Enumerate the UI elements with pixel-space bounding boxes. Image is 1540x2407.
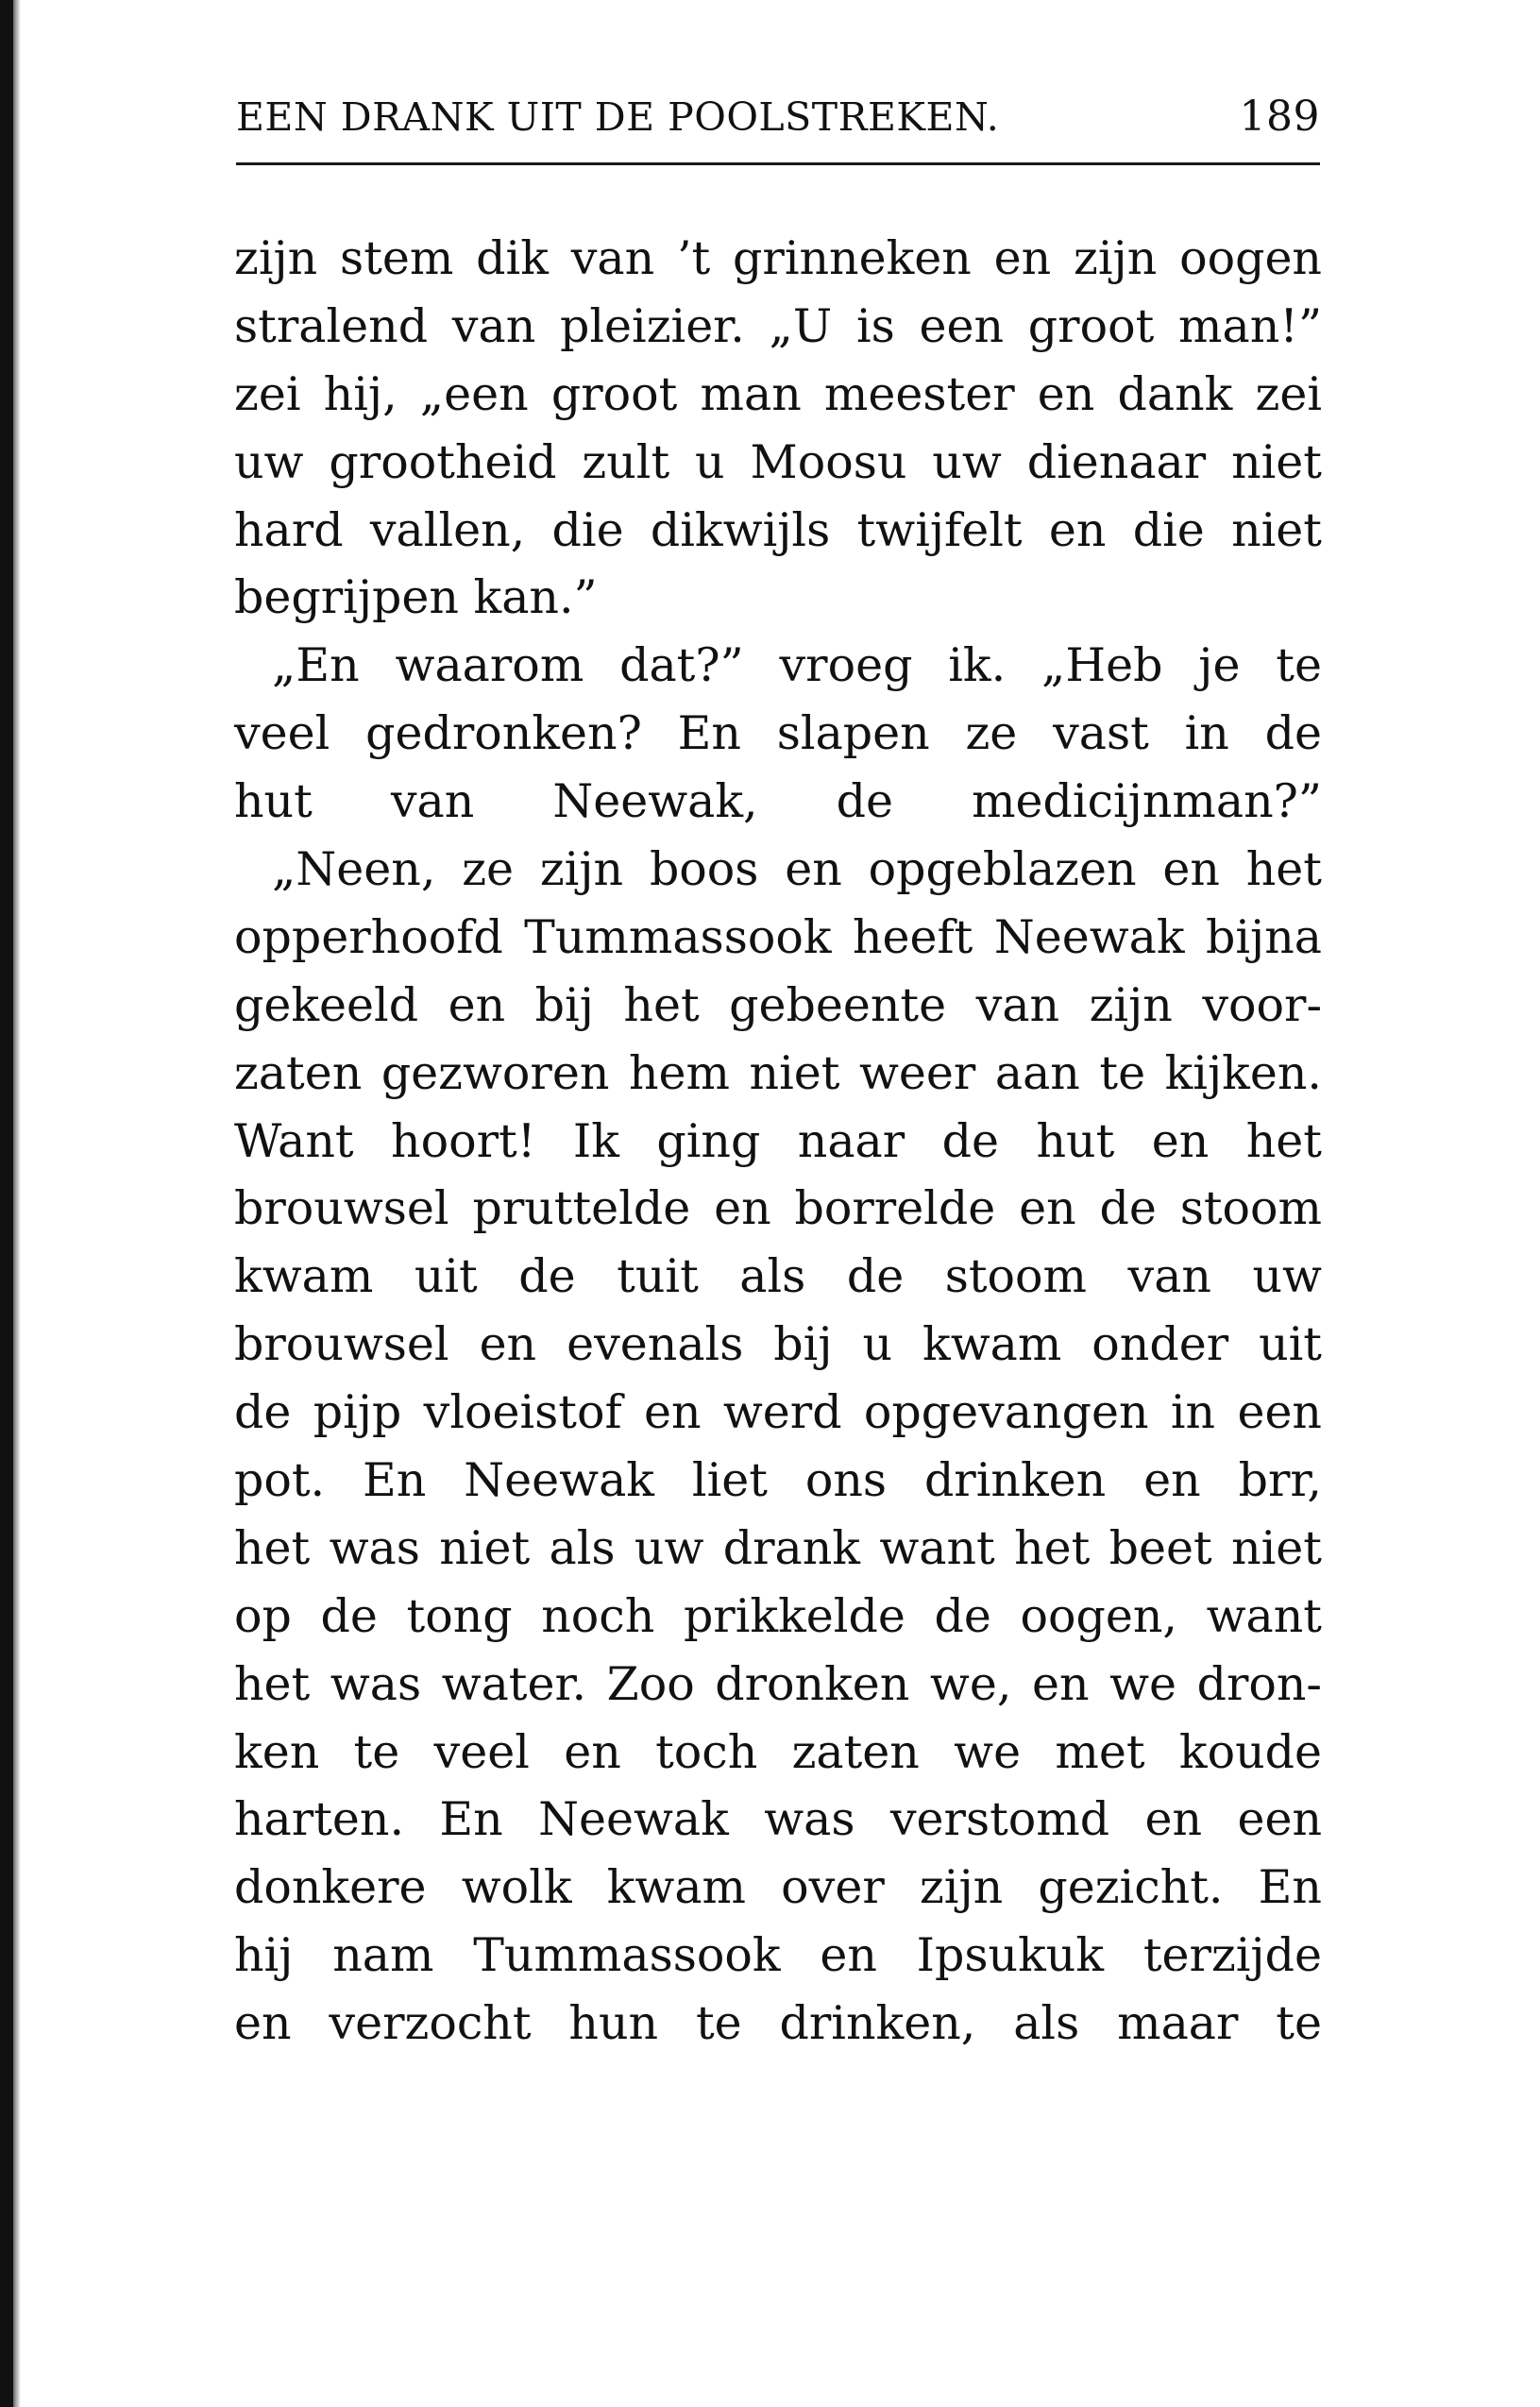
text-line: zei hij, „een groot man meester en dank zei	[234, 366, 1322, 421]
text-line: hard vallen, die dikwijls twijfelt en die niet	[234, 502, 1322, 557]
text-line: zijn stem dik van ’t grinneken en zijn oogen	[234, 231, 1322, 285]
text-line: stralend van pleizier. „U is een groot man!”	[234, 298, 1322, 353]
text-line: uw grootheid zult u Moosu uw dienaar niet	[234, 434, 1322, 489]
running-title: EEN DRANK UIT DE POOLSTREKEN.	[236, 94, 1000, 140]
text-line: hij nam Tummassook en Ipsukuk terzijde	[234, 1928, 1322, 1983]
text-line: gekeeld en bij het gebeente van zijn voor-	[234, 977, 1322, 1032]
text-line: op de tong noch prikkelde de oogen, want	[234, 1588, 1322, 1643]
text-line: „En waarom dat?” vroeg ik. „Heb je te	[272, 638, 1322, 693]
text-line: brouwsel pruttelde en borrelde en de stoom	[234, 1181, 1322, 1236]
header-rule	[236, 162, 1320, 165]
text-line: pot. En Neewak liet ons drinken en brr,	[234, 1453, 1322, 1508]
binding-shadow	[13, 0, 21, 2407]
text-line: het was niet als uw drank want het beet niet	[234, 1520, 1322, 1575]
text-line: hut van Neewak, de medicijnman?”	[234, 774, 1322, 829]
text-line: ken te veel en toch zaten we met koude	[234, 1724, 1322, 1779]
text-line: Want hoort! Ik ging naar de hut en het	[234, 1113, 1322, 1168]
text-line: begrijpen kan.”	[234, 570, 598, 625]
body-text	[234, 225, 1322, 2058]
text-line: veel gedronken? En slapen ze vast in de	[234, 706, 1322, 761]
text-line: harten. En Neewak was verstomd en een	[234, 1792, 1322, 1847]
text-line: de pijp vloeistof en werd opgevangen in een	[234, 1385, 1322, 1440]
running-header	[236, 93, 1320, 159]
text-line: donkere wolk kwam over zijn gezicht. En	[234, 1860, 1322, 1915]
text-line: kwam uit de tuit als de stoom van uw	[234, 1249, 1322, 1304]
text-line: „Neen, ze zijn boos en opgeblazen en het	[272, 842, 1322, 897]
scanned-binding-edge	[0, 0, 13, 2407]
text-line: zaten gezworen hem niet weer aan te kijken.	[234, 1045, 1322, 1100]
text-line: het was water. Zoo dronken we, en we dron-	[234, 1656, 1322, 1711]
text-line: en verzocht hun te drinken, als maar te	[234, 1996, 1322, 2051]
text-line: brouwsel en evenals bij u kwam onder uit	[234, 1317, 1322, 1372]
text-line: opperhoofd Tummassook heeft Neewak bijna	[234, 909, 1322, 964]
page-number: 189	[1239, 93, 1320, 141]
